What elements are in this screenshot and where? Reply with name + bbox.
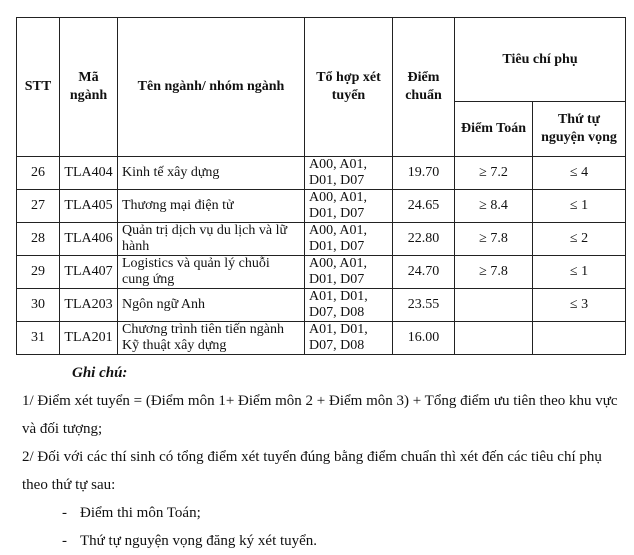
header-order: Thứ tự nguyện vọng [533, 102, 626, 157]
cell-name: Ngôn ngữ Anh [118, 289, 305, 322]
cell-combo: A00, A01, D01, D07 [305, 256, 393, 289]
table-row [17, 256, 626, 289]
cell-combo: A01, D01, D07, D08 [305, 289, 393, 322]
cell-math [455, 322, 533, 355]
cell-score: 22.80 [393, 223, 455, 256]
cell-order: ≤ 3 [533, 289, 626, 322]
cell-stt: 29 [17, 256, 60, 289]
cell-combo: A00, A01, D01, D07 [305, 157, 393, 190]
bullet-text: Thứ tự nguyện vọng đăng ký xét tuyển. [80, 533, 318, 549]
cell-code: TLA406 [60, 223, 118, 256]
cell-name: Quản trị dịch vụ du lịch và lữ hành [118, 223, 305, 256]
cell-math: ≥ 7.8 [455, 223, 533, 256]
cell-name: Thương mại điện tử [118, 190, 305, 223]
cell-stt: 27 [17, 190, 60, 223]
cell-code: TLA201 [60, 322, 118, 355]
header-code: Mã ngành [60, 18, 118, 157]
cell-score: 23.55 [393, 289, 455, 322]
cell-code: TLA404 [60, 157, 118, 190]
table-row [17, 190, 626, 223]
cell-score: 24.65 [393, 190, 455, 223]
cell-stt: 28 [17, 223, 60, 256]
header-math: Điểm Toán [455, 102, 533, 157]
cell-math [455, 289, 533, 322]
bullet-marker: - [62, 533, 67, 549]
cell-stt: 26 [17, 157, 60, 190]
cell-name: Chương trình tiên tiến ngành Kỹ thuật xây dựng [118, 322, 305, 355]
bullet-text: Điểm thi môn Toán; [80, 505, 201, 521]
notes-section [22, 359, 628, 555]
cell-combo: A00, A01, D01, D07 [305, 223, 393, 256]
cell-code: TLA405 [60, 190, 118, 223]
header-name: Tên ngành/ nhóm ngành [118, 18, 305, 157]
cell-combo: A01, D01, D07, D08 [305, 322, 393, 355]
table-row [17, 289, 626, 322]
note-bullet [22, 527, 628, 555]
header-combo: Tổ hợp xét tuyển [305, 18, 393, 157]
cell-name: Logistics và quản lý chuỗi cung ứng [118, 256, 305, 289]
header-stt: STT [17, 18, 60, 157]
cell-code: TLA407 [60, 256, 118, 289]
cell-stt: 30 [17, 289, 60, 322]
bullet-marker: - [62, 505, 67, 521]
cell-order: ≤ 1 [533, 190, 626, 223]
notes-title: Ghi chú: [72, 365, 128, 381]
cell-score: 19.70 [393, 157, 455, 190]
cell-score: 24.70 [393, 256, 455, 289]
cell-math: ≥ 8.4 [455, 190, 533, 223]
table-row [17, 223, 626, 256]
header-score: Điểm chuẩn [393, 18, 455, 157]
cell-order: ≤ 1 [533, 256, 626, 289]
header-criteria: Tiêu chí phụ [455, 18, 626, 102]
table-row [17, 157, 626, 190]
note-1: 1/ Điểm xét tuyển = (Điểm môn 1+ Điểm môn 2 + Điểm môn 3) + Tổng điểm ưu tiên theo khu vực và đối tượng; [22, 393, 618, 437]
cell-order: ≤ 2 [533, 223, 626, 256]
table-row [17, 322, 626, 355]
cell-stt: 31 [17, 322, 60, 355]
cell-code: TLA203 [60, 289, 118, 322]
cell-combo: A00, A01, D01, D07 [305, 190, 393, 223]
cell-order: ≤ 4 [533, 157, 626, 190]
note-bullet [22, 499, 628, 527]
note-2: 2/ Đối với các thí sinh có tổng điểm xét tuyển đúng bằng điểm chuẩn thì xét đến các tiêu chí phụ theo thứ tự sau: [22, 449, 602, 493]
cell-order [533, 322, 626, 355]
cell-score: 16.00 [393, 322, 455, 355]
admission-score-table [16, 17, 626, 355]
cell-name: Kinh tế xây dựng [118, 157, 305, 190]
cell-math: ≥ 7.2 [455, 157, 533, 190]
cell-math: ≥ 7.8 [455, 256, 533, 289]
